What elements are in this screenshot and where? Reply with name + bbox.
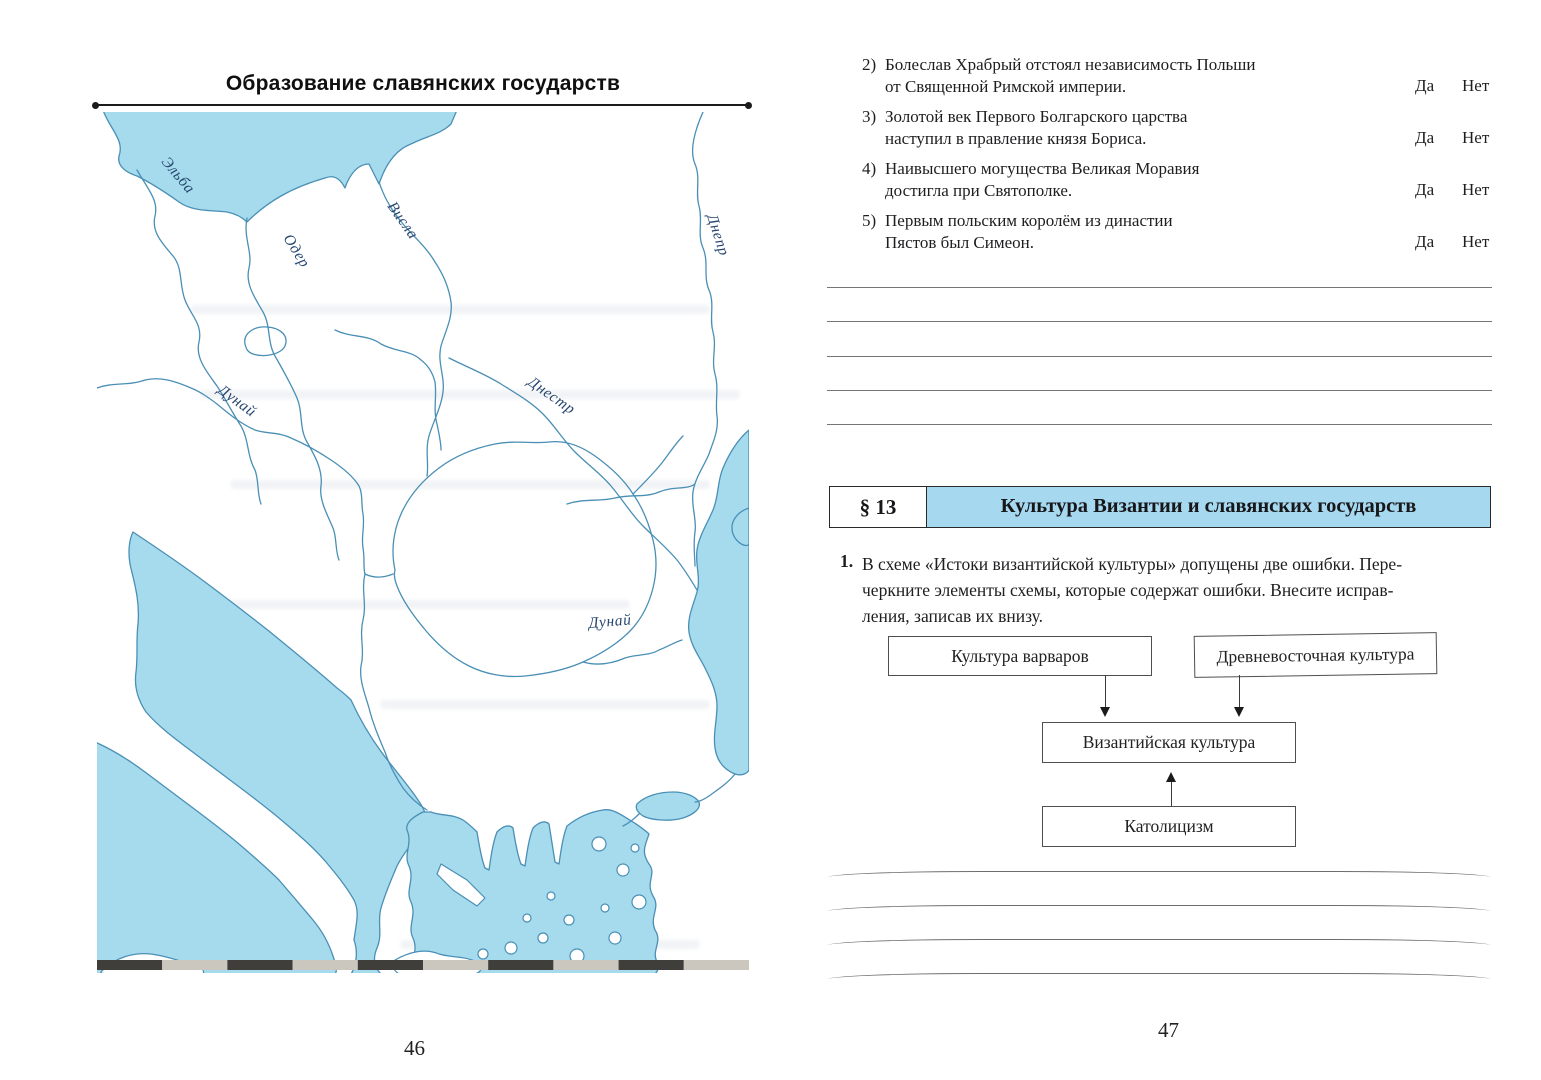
bosporus-strait	[695, 774, 735, 802]
question-text: от Священной Римской империи.	[885, 77, 1127, 96]
aegean-island	[592, 837, 606, 851]
diagram-arrow-line	[1171, 782, 1172, 806]
page-number-left: 46	[404, 1036, 425, 1060]
write-line[interactable]	[827, 905, 1491, 918]
river-dnestr	[449, 358, 697, 590]
map-title: Образование славянских государств	[225, 72, 621, 95]
answer-yes[interactable]: Да	[1415, 128, 1435, 147]
diagram-box-ancient-east-culture[interactable]: Древневосточная культура	[1194, 632, 1438, 678]
aegean-island	[547, 892, 555, 900]
question-text: Золотой век Первого Болгарского царства	[885, 107, 1188, 126]
carpathian-loop	[393, 442, 656, 677]
diagram-arrow-line	[1105, 675, 1106, 708]
question-number: 4)	[862, 159, 877, 178]
title-rule	[95, 104, 749, 106]
question-4	[862, 158, 1510, 202]
aegean-island	[617, 864, 629, 876]
page-number-right: 47	[1158, 1018, 1179, 1042]
task-text-line: ления, записав их внизу.	[862, 606, 1043, 626]
answer-no[interactable]: Нет	[1462, 180, 1490, 199]
aegean-island	[601, 904, 609, 912]
diagram-arrow-line	[1239, 675, 1240, 708]
river-spur-ne	[633, 436, 683, 494]
river-pripyat	[567, 484, 695, 504]
rule-end-dot	[92, 102, 99, 109]
arrow-down-icon	[1100, 707, 1110, 717]
question-2	[862, 54, 1510, 98]
diagram-box-byzantine-culture[interactable]: Византийская культура	[1042, 722, 1296, 763]
river-tisza	[335, 330, 441, 450]
question-number: 2)	[862, 55, 877, 74]
map-svg	[97, 112, 749, 973]
question-number: 5)	[862, 211, 877, 230]
task-text-line: В схеме «Истоки византийской культуры» допущены две ошибки. Пере-	[862, 554, 1403, 574]
section-header	[829, 486, 1491, 528]
question-number: 3)	[862, 107, 877, 126]
diagram-box-barbarian-culture[interactable]: Культура варваров	[888, 636, 1152, 676]
aegean-island	[505, 942, 517, 954]
aegean-island	[523, 914, 531, 922]
write-line[interactable]	[827, 390, 1492, 391]
black-sea	[689, 430, 749, 775]
river-label-danube-lower: Дунай	[587, 611, 633, 632]
river-label-dnestr: Днестр	[524, 373, 579, 419]
aegean-island	[609, 932, 621, 944]
question-text: Пястов был Симеон.	[885, 233, 1035, 252]
question-3	[862, 106, 1510, 150]
write-line[interactable]	[827, 287, 1492, 288]
write-line[interactable]	[827, 424, 1492, 425]
answer-lines-top	[827, 287, 1492, 458]
aegean-island	[631, 844, 639, 852]
river-label-danube-upper: Дунай	[214, 381, 260, 421]
river-label-visla: Висла	[383, 198, 422, 243]
river-danube-lower	[583, 640, 682, 664]
task-text-line: черкните элементы схемы, которые содержат ошибки. Внесите исправ-	[862, 580, 1394, 600]
answer-yes[interactable]: Да	[1415, 76, 1435, 95]
answer-no[interactable]: Нет	[1462, 128, 1490, 147]
section-title: Культура Византии и славянских государств	[927, 486, 1491, 528]
write-line[interactable]	[827, 973, 1491, 986]
aegean-island	[478, 949, 488, 959]
river-label-oder: Одер	[279, 231, 314, 271]
answer-yes[interactable]: Да	[1415, 180, 1435, 199]
write-line[interactable]	[827, 356, 1492, 357]
aegean-island	[564, 915, 574, 925]
write-line[interactable]	[827, 871, 1491, 884]
write-line[interactable]	[827, 939, 1491, 952]
aegean-island	[538, 933, 548, 943]
map-scale-bar	[97, 960, 749, 970]
answer-no[interactable]: Нет	[1462, 76, 1490, 95]
rule-end-dot	[745, 102, 752, 109]
river-dnepr	[693, 112, 718, 566]
answer-yes[interactable]: Да	[1415, 232, 1435, 251]
answer-lines-bottom	[827, 871, 1491, 1007]
marmara-sea	[636, 792, 699, 820]
question-text: наступил в правление князя Бориса.	[885, 129, 1147, 148]
baltic-sea	[103, 112, 457, 222]
question-text: Болеслав Храбрый отстоял независимость Польши	[885, 55, 1256, 74]
river-elba	[137, 170, 261, 504]
arrow-up-icon	[1166, 772, 1176, 782]
task-number: 1.	[840, 551, 854, 571]
task-text	[862, 551, 1502, 629]
answer-no[interactable]: Нет	[1462, 232, 1490, 251]
aegean-island	[632, 895, 646, 909]
write-line[interactable]	[827, 321, 1492, 322]
arrow-down-icon	[1234, 707, 1244, 717]
aegean-sea	[403, 810, 658, 973]
river-label-dnepr: Днепр	[703, 211, 733, 259]
question-5	[862, 210, 1510, 254]
diagram-box-catholicism[interactable]: Католицизм	[1042, 806, 1296, 847]
question-text: достигла при Святополке.	[885, 181, 1073, 200]
question-text: Первым польским королём из династии	[885, 211, 1173, 230]
yes-no-questions	[862, 54, 1510, 262]
lake-loop	[245, 327, 286, 356]
question-text: Наивысшего могущества Великая Моравия	[885, 159, 1200, 178]
slavic-states-map	[97, 112, 749, 973]
section-number: § 13	[829, 486, 927, 528]
river-label-elba: Эльба	[157, 153, 199, 198]
river-oder	[246, 218, 339, 560]
